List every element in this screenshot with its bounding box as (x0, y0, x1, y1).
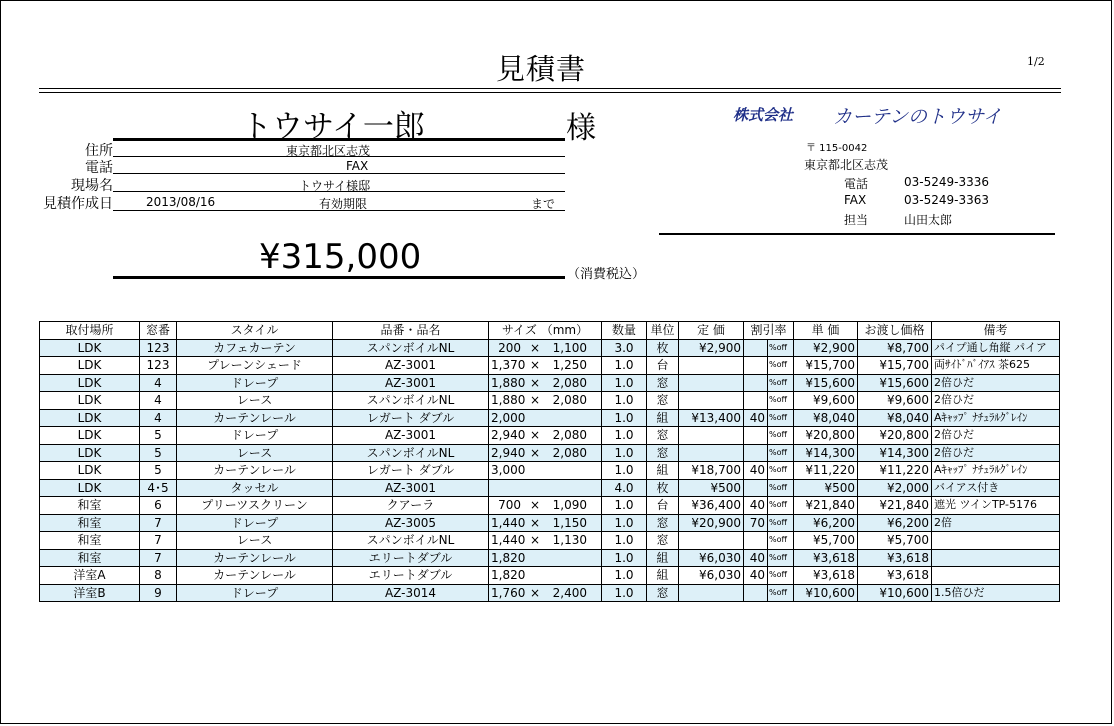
cell-note: 両ｻｲﾄﾞﾊﾞｲｱｽ 茶625 (932, 357, 1060, 375)
cell-unit: 窓 (647, 532, 679, 550)
cell-style: ドレープ (177, 374, 333, 392)
cell-discount (744, 392, 768, 410)
cell-list-price (679, 427, 744, 445)
cell-item: AZ-3001 (333, 427, 489, 445)
cell-place: LDK (40, 444, 140, 462)
header-place: 取付場所 (40, 322, 140, 340)
size-height: 2,080 (552, 393, 587, 408)
cell-list-price: ¥6,030 (679, 549, 744, 567)
cell-off-label: %off (768, 444, 794, 462)
cell-discount: 40 (744, 549, 768, 567)
company-name: カーテンのトウサイ (833, 106, 1002, 128)
cell-item: AZ-3001 (333, 479, 489, 497)
cell-note: Aｷｬｯﾌﾟ ﾅﾁｭﾗﾙｸﾞﾚｲﾝ (932, 462, 1060, 480)
cell-discount: 40 (744, 497, 768, 515)
document-title: 見積書 (496, 52, 587, 86)
cell-note (932, 532, 1060, 550)
company-staff: 山田太郎 (904, 213, 953, 227)
size-height: 1,130 (552, 533, 587, 548)
size-width: 3,000 (491, 463, 526, 478)
cell-list-price (679, 392, 744, 410)
size-width: 1,820 (491, 568, 526, 583)
table-header-row (40, 322, 1060, 340)
cell-unit: 窓 (647, 392, 679, 410)
cell-discount: 70 (744, 514, 768, 532)
created-date: 2013/08/16 (146, 195, 216, 209)
cell-list-price (679, 584, 744, 602)
cell-list-price: ¥13,400 (679, 409, 744, 427)
cell-size (489, 392, 602, 410)
table-row (40, 374, 1060, 392)
table-row (40, 567, 1060, 585)
cell-style: タッセル (177, 479, 333, 497)
size-width: 1,440 (491, 533, 526, 548)
cell-off-label: %off (768, 549, 794, 567)
cell-item: AZ-3001 (333, 357, 489, 375)
cell-price: ¥15,700 (858, 357, 932, 375)
cell-window: 4･5 (140, 479, 177, 497)
cell-list-price (679, 532, 744, 550)
cell-discount (744, 357, 768, 375)
size-times: × (529, 358, 541, 373)
cell-unit: 組 (647, 549, 679, 567)
cell-unit-price: ¥6,200 (794, 514, 858, 532)
cell-off-label: %off (768, 392, 794, 410)
header-window: 窓番 (140, 322, 177, 340)
cell-list-price: ¥20,900 (679, 514, 744, 532)
cell-size (489, 462, 602, 480)
cell-qty: 1.0 (602, 549, 647, 567)
cell-style: レース (177, 444, 333, 462)
cell-size (489, 374, 602, 392)
address-value: 東京都北区志茂 (286, 144, 371, 158)
cell-window: 8 (140, 567, 177, 585)
cell-discount (744, 584, 768, 602)
cell-window: 7 (140, 549, 177, 567)
cell-place: LDK (40, 409, 140, 427)
cell-off-label: %off (768, 514, 794, 532)
site-label: 現場名 (71, 178, 113, 194)
size-height: 1,150 (552, 515, 587, 530)
size-height: 1,100 (552, 340, 587, 355)
cell-off-label: %off (768, 427, 794, 445)
table-row (40, 409, 1060, 427)
total-amount: ¥315,000 (259, 237, 422, 277)
cell-size (489, 532, 602, 550)
cell-qty: 1.0 (602, 374, 647, 392)
cell-note: バイアス付き (932, 479, 1060, 497)
cell-item: スパンボイルNL (333, 532, 489, 550)
cell-style: レース (177, 532, 333, 550)
size-times: × (529, 428, 541, 443)
cell-note: 2倍ひだ (932, 374, 1060, 392)
size-height: 2,400 (552, 585, 587, 600)
cell-unit: 窓 (647, 444, 679, 462)
cell-price: ¥8,040 (858, 409, 932, 427)
cell-price: ¥20,800 (858, 427, 932, 445)
cell-place: 和室 (40, 549, 140, 567)
cell-size (489, 427, 602, 445)
table-row (40, 339, 1060, 357)
company-type: 株式会社 (733, 106, 794, 124)
cell-note: 2倍ひだ (932, 427, 1060, 445)
cell-qty: 1.0 (602, 427, 647, 445)
page-number: 1/2 (1027, 55, 1045, 68)
table-body (40, 339, 1060, 602)
company-address: 東京都北区志茂 (804, 158, 889, 172)
cell-price: ¥21,840 (858, 497, 932, 515)
cell-off-label: %off (768, 567, 794, 585)
header-list-price: 定 価 (679, 322, 744, 340)
customer-honorific: 様 (566, 111, 596, 146)
table-row (40, 479, 1060, 497)
company-phone-label: 電話 (844, 177, 869, 191)
cell-place: LDK (40, 462, 140, 480)
cell-discount: 40 (744, 567, 768, 585)
customer-underline (113, 138, 565, 141)
cell-note: 2倍ひだ (932, 392, 1060, 410)
cell-place: LDK (40, 427, 140, 445)
cell-style: プリーツスクリーン (177, 497, 333, 515)
table-row (40, 584, 1060, 602)
size-times: × (529, 515, 541, 530)
cell-unit-price: ¥14,300 (794, 444, 858, 462)
cell-unit: 窓 (647, 427, 679, 445)
cell-unit-price: ¥8,040 (794, 409, 858, 427)
cell-style: レース (177, 392, 333, 410)
cell-size (489, 409, 602, 427)
cell-qty: 3.0 (602, 339, 647, 357)
size-height: 1,250 (552, 358, 587, 373)
cell-window: 9 (140, 584, 177, 602)
cell-price: ¥14,300 (858, 444, 932, 462)
cell-place: LDK (40, 479, 140, 497)
header-unit-price: 単 価 (794, 322, 858, 340)
cell-qty: 1.0 (602, 497, 647, 515)
cell-item: エリートダブル (333, 549, 489, 567)
cell-size (489, 549, 602, 567)
cell-place: 洋室A (40, 567, 140, 585)
cell-size (489, 514, 602, 532)
cell-price: ¥10,600 (858, 584, 932, 602)
cell-window: 4 (140, 409, 177, 427)
cell-price: ¥2,000 (858, 479, 932, 497)
table-row (40, 462, 1060, 480)
cell-item: スパンボイルNL (333, 392, 489, 410)
size-times: × (529, 340, 541, 355)
cell-off-label: %off (768, 479, 794, 497)
phone-label: 電話 (85, 160, 113, 176)
cell-off-label: %off (768, 339, 794, 357)
company-rule (659, 233, 1055, 235)
cell-size (489, 567, 602, 585)
cell-unit-price: ¥500 (794, 479, 858, 497)
cell-qty: 1.0 (602, 392, 647, 410)
cell-list-price: ¥2,900 (679, 339, 744, 357)
cell-discount (744, 339, 768, 357)
cell-unit-price: ¥11,220 (794, 462, 858, 480)
cell-item: AZ-3014 (333, 584, 489, 602)
header-item: 品番・品名 (333, 322, 489, 340)
cell-note: 1.5倍ひだ (932, 584, 1060, 602)
cell-unit-price: ¥9,600 (794, 392, 858, 410)
cell-window: 7 (140, 532, 177, 550)
cell-unit: 台 (647, 357, 679, 375)
cell-place: 和室 (40, 532, 140, 550)
header-discount: 割引率 (744, 322, 794, 340)
cell-unit: 窓 (647, 514, 679, 532)
cell-discount (744, 479, 768, 497)
cell-list-price: ¥18,700 (679, 462, 744, 480)
cell-size (489, 339, 602, 357)
cell-off-label: %off (768, 462, 794, 480)
cell-style: カフェカーテン (177, 339, 333, 357)
cell-unit: 組 (647, 462, 679, 480)
cell-note: パイプ通し角縦 パイア (932, 339, 1060, 357)
cell-place: LDK (40, 392, 140, 410)
cell-note: 2倍 (932, 514, 1060, 532)
cell-style: カーテンレール (177, 549, 333, 567)
size-height: 2,080 (552, 375, 587, 390)
site-line (113, 191, 565, 192)
company-fax-label: FAX (844, 193, 867, 207)
header-note: 備考 (932, 322, 1060, 340)
size-times: × (529, 585, 541, 600)
size-width: 1,760 (491, 585, 526, 600)
size-height: 1,090 (552, 498, 587, 513)
size-width: 1,880 (491, 375, 526, 390)
cell-item: レガート ダブル (333, 409, 489, 427)
size-width: 2,000 (491, 410, 526, 425)
cell-note (932, 567, 1060, 585)
title-rule-top (39, 88, 1061, 89)
header-unit: 単位 (647, 322, 679, 340)
cell-note: 2倍ひだ (932, 444, 1060, 462)
customer-name: トウサイ一郎 (241, 109, 425, 145)
cell-off-label: %off (768, 409, 794, 427)
cell-style: カーテンレール (177, 462, 333, 480)
cell-window: 5 (140, 444, 177, 462)
cell-qty: 4.0 (602, 479, 647, 497)
created-line (113, 210, 565, 211)
cell-off-label: %off (768, 497, 794, 515)
cell-list-price (679, 357, 744, 375)
cell-list-price: ¥36,400 (679, 497, 744, 515)
cell-discount (744, 374, 768, 392)
cell-qty: 1.0 (602, 444, 647, 462)
cell-unit-price: ¥21,840 (794, 497, 858, 515)
cell-window: 5 (140, 427, 177, 445)
size-width: 700 (498, 498, 521, 513)
cell-note: 遮光 ツインTP-5176 (932, 497, 1060, 515)
cell-list-price (679, 444, 744, 462)
cell-qty: 1.0 (602, 357, 647, 375)
cell-unit: 台 (647, 497, 679, 515)
size-times: × (529, 393, 541, 408)
cell-style: ドレープ (177, 584, 333, 602)
cell-window: 123 (140, 339, 177, 357)
company-phone: 03-5249-3336 (904, 175, 990, 189)
cell-place: LDK (40, 339, 140, 357)
size-width: 1,820 (491, 550, 526, 565)
cell-off-label: %off (768, 584, 794, 602)
validity-label: 有効期限 (319, 197, 368, 211)
tax-note: （消費税込） (567, 267, 646, 282)
cell-price: ¥5,700 (858, 532, 932, 550)
cell-discount: 40 (744, 409, 768, 427)
company-staff-label: 担当 (844, 213, 869, 227)
cell-size (489, 497, 602, 515)
size-times: × (529, 375, 541, 390)
cell-place: 和室 (40, 497, 140, 515)
cell-item: クアーラ (333, 497, 489, 515)
cell-style: ドレープ (177, 427, 333, 445)
cell-qty: 1.0 (602, 514, 647, 532)
cell-size (489, 357, 602, 375)
header-size: サイズ （mm） (489, 322, 602, 340)
items-table (39, 321, 1060, 602)
address-label: 住所 (85, 143, 113, 159)
cell-window: 6 (140, 497, 177, 515)
cell-discount: 40 (744, 462, 768, 480)
cell-unit-price: ¥2,900 (794, 339, 858, 357)
table-row (40, 444, 1060, 462)
cell-qty: 1.0 (602, 462, 647, 480)
company-fax: 03-5249-3363 (904, 193, 990, 207)
size-width: 1,370 (491, 358, 526, 373)
cell-discount (744, 444, 768, 462)
cell-place: 洋室B (40, 584, 140, 602)
fax-label: FAX (346, 159, 369, 173)
cell-unit-price: ¥3,618 (794, 567, 858, 585)
address-line (113, 156, 565, 157)
created-label: 見積作成日 (43, 196, 113, 212)
cell-window: 4 (140, 374, 177, 392)
cell-price: ¥11,220 (858, 462, 932, 480)
header-price: お渡し価格 (858, 322, 932, 340)
size-width: 200 (498, 340, 521, 355)
title-rule-bottom (39, 92, 1061, 93)
size-width: 2,940 (491, 445, 526, 460)
cell-unit-price: ¥3,618 (794, 549, 858, 567)
cell-window: 123 (140, 357, 177, 375)
cell-window: 4 (140, 392, 177, 410)
cell-unit-price: ¥5,700 (794, 532, 858, 550)
size-width: 1,880 (491, 393, 526, 408)
cell-price: ¥3,618 (858, 567, 932, 585)
cell-unit-price: ¥15,700 (794, 357, 858, 375)
company-postal: 〒 115-0042 (806, 143, 868, 154)
cell-price: ¥9,600 (858, 392, 932, 410)
cell-unit-price: ¥10,600 (794, 584, 858, 602)
cell-style: プレーンシェード (177, 357, 333, 375)
phone-line (113, 173, 565, 174)
cell-list-price (679, 374, 744, 392)
cell-unit: 枚 (647, 479, 679, 497)
table-row (40, 392, 1060, 410)
header-style: スタイル (177, 322, 333, 340)
cell-item: AZ-3001 (333, 374, 489, 392)
cell-price: ¥6,200 (858, 514, 932, 532)
cell-item: AZ-3005 (333, 514, 489, 532)
cell-unit: 枚 (647, 339, 679, 357)
table-row (40, 514, 1060, 532)
cell-list-price: ¥6,030 (679, 567, 744, 585)
cell-qty: 1.0 (602, 567, 647, 585)
cell-size (489, 444, 602, 462)
total-underline (113, 276, 565, 279)
cell-unit: 窓 (647, 584, 679, 602)
cell-unit-price: ¥15,600 (794, 374, 858, 392)
cell-discount (744, 427, 768, 445)
cell-qty: 1.0 (602, 532, 647, 550)
cell-qty: 1.0 (602, 409, 647, 427)
cell-style: ドレープ (177, 514, 333, 532)
cell-window: 5 (140, 462, 177, 480)
cell-size (489, 584, 602, 602)
table-row (40, 532, 1060, 550)
size-height: 2,080 (552, 445, 587, 460)
cell-place: LDK (40, 374, 140, 392)
table-row (40, 497, 1060, 515)
cell-window: 7 (140, 514, 177, 532)
cell-off-label: %off (768, 374, 794, 392)
cell-off-label: %off (768, 532, 794, 550)
cell-item: エリートダブル (333, 567, 489, 585)
cell-price: ¥3,618 (858, 549, 932, 567)
cell-item: スパンボイルNL (333, 444, 489, 462)
size-width: 2,940 (491, 428, 526, 443)
cell-style: カーテンレール (177, 409, 333, 427)
cell-note (932, 549, 1060, 567)
cell-unit: 組 (647, 567, 679, 585)
table-row (40, 427, 1060, 445)
table-row (40, 357, 1060, 375)
cell-price: ¥15,600 (858, 374, 932, 392)
cell-style: カーテンレール (177, 567, 333, 585)
cell-place: LDK (40, 357, 140, 375)
cell-qty: 1.0 (602, 584, 647, 602)
cell-unit-price: ¥20,800 (794, 427, 858, 445)
cell-off-label: %off (768, 357, 794, 375)
size-width: 1,440 (491, 515, 526, 530)
header-qty: 数量 (602, 322, 647, 340)
cell-price: ¥8,700 (858, 339, 932, 357)
site-value: トウサイ様邸 (299, 179, 371, 193)
cell-unit: 窓 (647, 374, 679, 392)
cell-size (489, 479, 602, 497)
size-height: 2,080 (552, 428, 587, 443)
size-times: × (529, 533, 541, 548)
cell-list-price: ¥500 (679, 479, 744, 497)
until-label: まで (531, 197, 556, 211)
cell-unit: 組 (647, 409, 679, 427)
cell-item: レガート ダブル (333, 462, 489, 480)
cell-place: 和室 (40, 514, 140, 532)
cell-note: Aｷｬｯﾌﾟ ﾅﾁｭﾗﾙｸﾞﾚｲﾝ (932, 409, 1060, 427)
table-row (40, 549, 1060, 567)
cell-item: スパンボイルNL (333, 339, 489, 357)
size-times: × (529, 498, 541, 513)
cell-discount (744, 532, 768, 550)
size-times: × (529, 445, 541, 460)
